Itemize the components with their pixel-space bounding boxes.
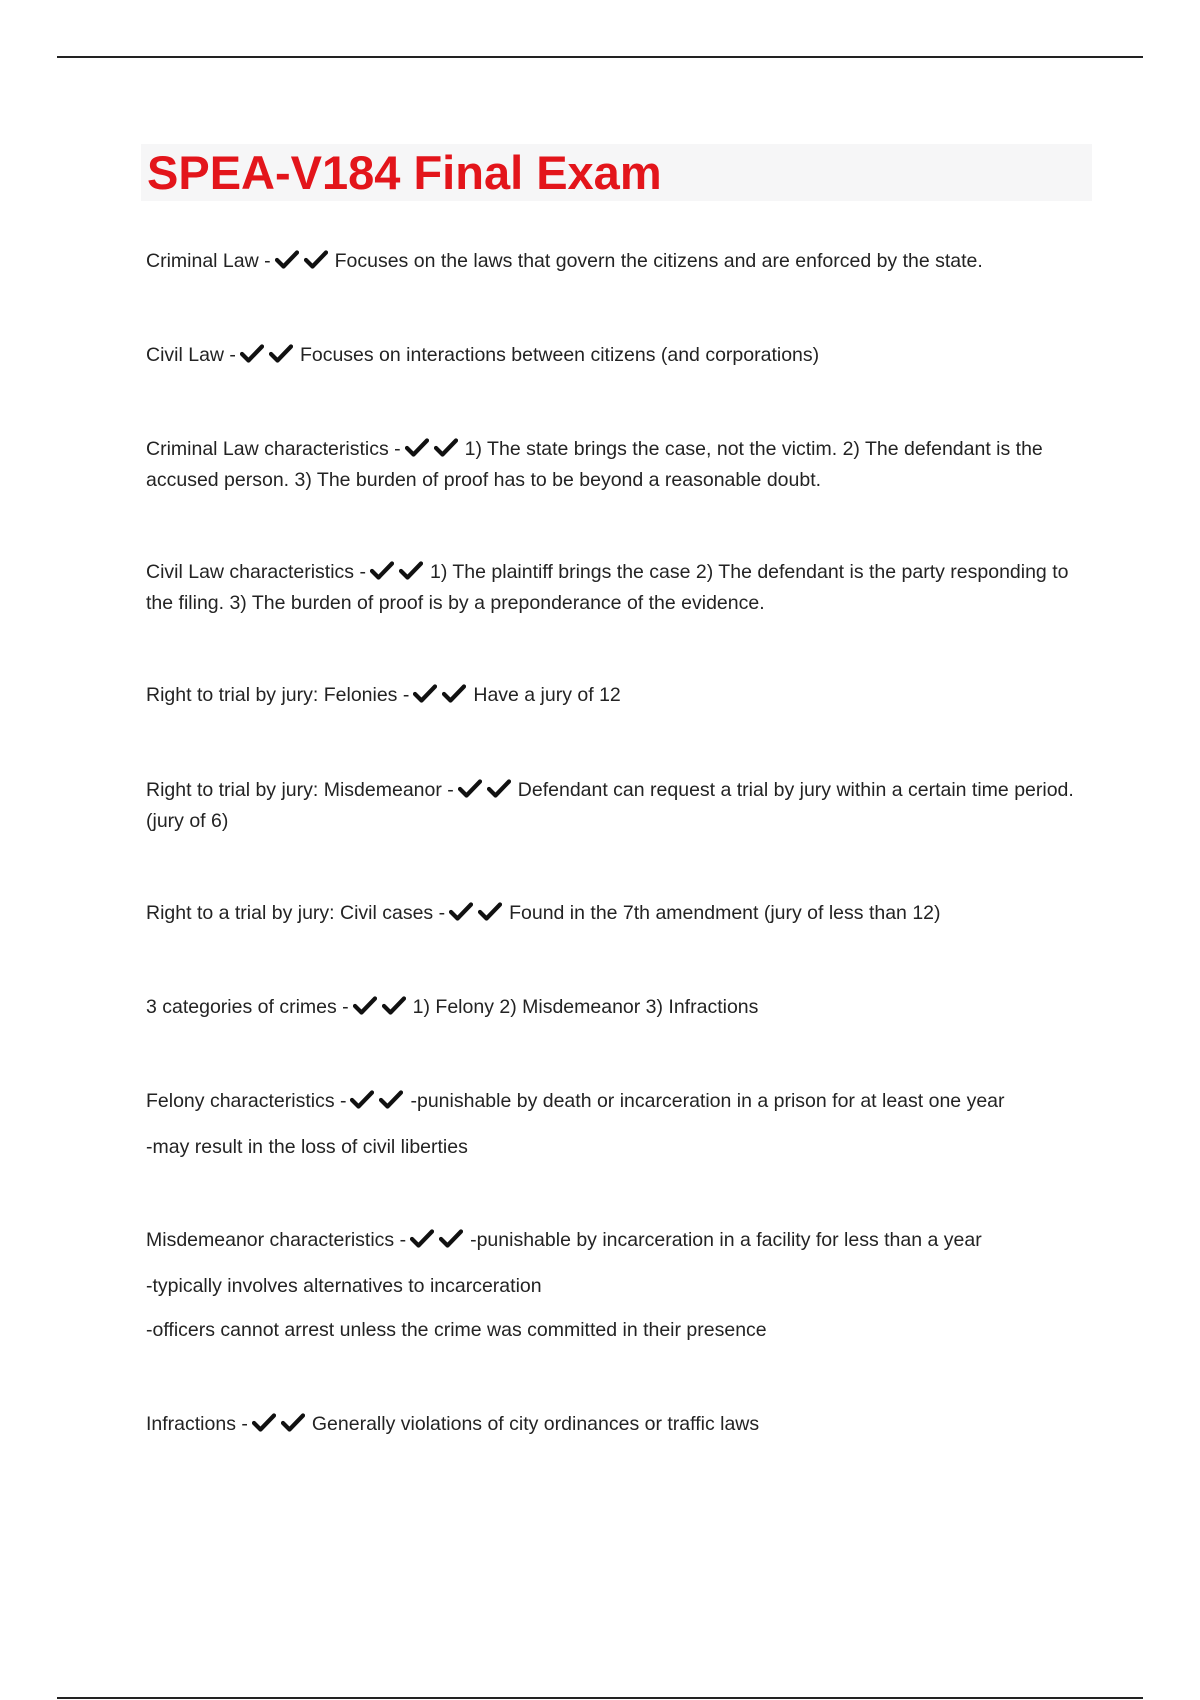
check-icon — [399, 561, 423, 580]
entry-felony-characteristics — [146, 1087, 1086, 1162]
double-check-mark — [240, 343, 298, 372]
entry-line — [146, 1226, 1086, 1257]
check-icon — [487, 779, 511, 798]
title-banner — [141, 144, 1092, 201]
double-check-mark — [252, 1412, 310, 1441]
entry-line — [146, 1410, 1086, 1441]
entry-misdemeanor-characteristics — [146, 1226, 1086, 1345]
check-icon — [449, 902, 473, 921]
entry-definition: 1) Felony 2) Misdemeanor 3) Infractions — [412, 996, 759, 1018]
entry-term: Criminal Law - — [146, 250, 271, 272]
entry-term: Felony characteristics - — [146, 1090, 347, 1112]
entry-term: Civil Law - — [146, 344, 236, 366]
entry-term: Right to trial by jury: Misdemeanor - — [146, 779, 454, 801]
check-icon — [350, 1090, 374, 1109]
entry-line — [146, 681, 1086, 712]
entry-jury-misdemeanor — [146, 776, 1086, 836]
check-icon — [379, 1090, 403, 1109]
double-check-mark — [275, 249, 333, 278]
entry-line — [146, 899, 1086, 930]
entry-extra-line: -typically involves alternatives to incarceration — [146, 1275, 542, 1297]
double-check-mark — [370, 560, 428, 589]
check-icon — [442, 684, 466, 703]
entry-definition: Focuses on interactions between citizens (and corporations) — [299, 344, 820, 366]
check-icon — [439, 1229, 463, 1248]
top-rule — [57, 56, 1143, 58]
check-icon — [269, 344, 293, 363]
entry-definition: 1) The plaintiff brings the case 2) The defendant is the party responding to the filing. 3) The burden of proof is by a preponderance of the evidence. — [146, 561, 1069, 614]
entry-jury-felonies — [146, 681, 1086, 712]
double-check-mark — [350, 1089, 408, 1118]
check-icon — [353, 996, 377, 1015]
entry-line — [146, 776, 1086, 836]
entry-extra-line: -may result in the loss of civil liberties — [146, 1136, 468, 1158]
double-check-mark — [449, 901, 507, 930]
entry-definition: Found in the 7th amendment (jury of less than 12) — [509, 902, 941, 924]
entry-infractions — [146, 1410, 1086, 1441]
entry-definition: Defendant can request a trial by jury within a certain time period. (jury of 6) — [146, 779, 1074, 832]
double-check-mark — [410, 1228, 468, 1257]
entry-definition: Focuses on the laws that govern the citizens and are enforced by the state. — [334, 250, 983, 272]
check-icon — [240, 344, 264, 363]
check-icon — [458, 779, 482, 798]
entry-term: Right to trial by jury: Felonies - — [146, 684, 410, 706]
entry-line — [146, 993, 1086, 1024]
entry-line — [146, 247, 1086, 278]
entry-civil-law-characteristics — [146, 558, 1086, 618]
entry-definition: Have a jury of 12 — [473, 684, 621, 706]
check-icon — [370, 561, 394, 580]
check-icon — [382, 996, 406, 1015]
bottom-rule — [57, 1697, 1143, 1699]
check-icon — [434, 438, 458, 457]
double-check-mark — [405, 437, 463, 466]
page-title: SPEA-V184 Final Exam — [147, 146, 662, 199]
entry-civil-law — [146, 341, 1086, 372]
check-icon — [252, 1413, 276, 1432]
check-icon — [410, 1229, 434, 1248]
entry-term: Misdemeanor characteristics - — [146, 1229, 407, 1251]
entry-definition: 1) The state brings the case, not the victim. 2) The defendant is the accused person. 3) The burden of proof has to be beyond a reasonable doubt. — [146, 438, 1043, 491]
double-check-mark — [413, 683, 471, 712]
entry-crime-categories — [146, 993, 1086, 1024]
entry-criminal-law — [146, 247, 1086, 278]
entry-term: Civil Law characteristics - — [146, 561, 366, 583]
entry-term: Right to a trial by jury: Civil cases - — [146, 902, 446, 924]
entry-definition: -punishable by incarceration in a facility for less than a year — [470, 1229, 982, 1251]
entry-criminal-law-characteristics — [146, 435, 1086, 495]
entry-definition: -punishable by death or incarceration in a prison for at least one year — [410, 1090, 1005, 1112]
double-check-mark — [458, 778, 516, 807]
entry-line — [146, 341, 1086, 372]
check-icon — [281, 1413, 305, 1432]
entry-term: Infractions - — [146, 1413, 248, 1435]
entry-line — [146, 435, 1086, 495]
check-icon — [405, 438, 429, 457]
entry-line — [146, 558, 1086, 618]
check-icon — [413, 684, 437, 703]
entry-line — [146, 1087, 1086, 1118]
check-icon — [478, 902, 502, 921]
entry-definition: Generally violations of city ordinances or traffic laws — [311, 1413, 760, 1435]
check-icon — [275, 250, 299, 269]
entry-extra-line: -officers cannot arrest unless the crime was committed in their presence — [146, 1319, 767, 1341]
entry-jury-civil-cases — [146, 899, 1086, 930]
entry-term: Criminal Law characteristics - — [146, 438, 401, 460]
check-icon — [304, 250, 328, 269]
double-check-mark — [353, 995, 411, 1024]
entry-term: 3 categories of crimes - — [146, 996, 349, 1018]
